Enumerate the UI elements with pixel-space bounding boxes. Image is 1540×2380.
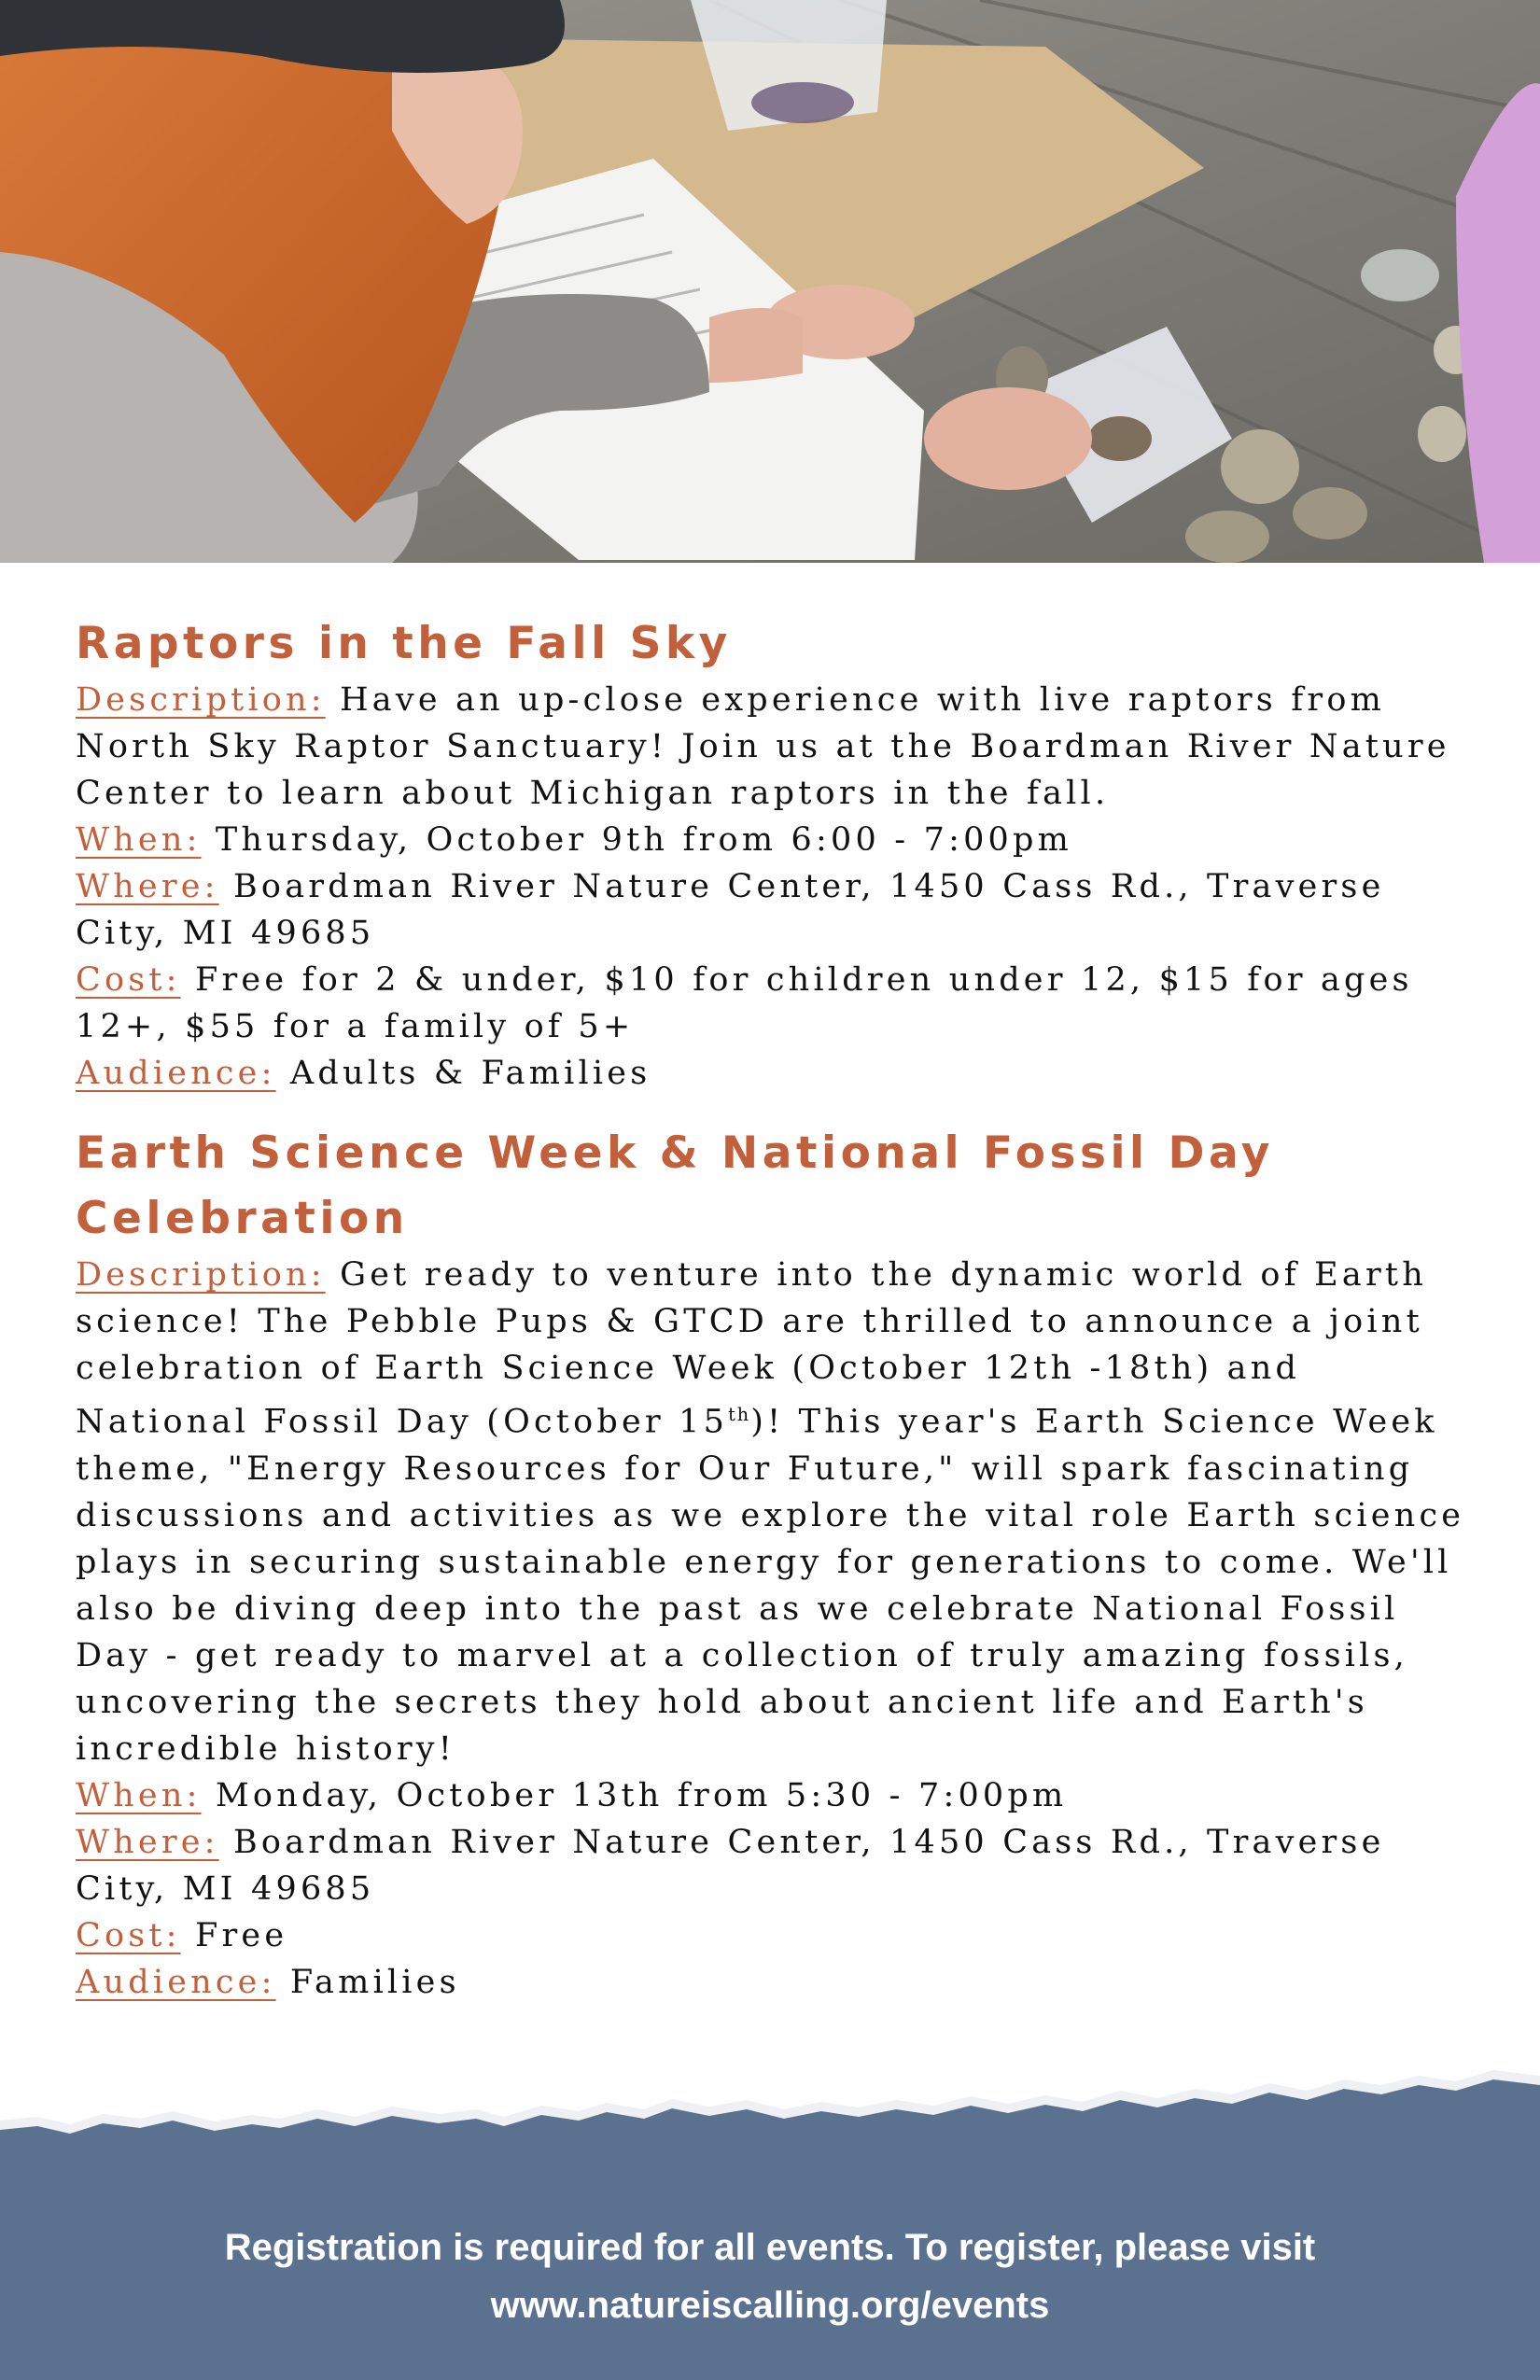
- cost-text: Free: [195, 1916, 288, 1954]
- hero-photo-illustration: [0, 0, 1540, 563]
- where-text: Boardman River Nature Center, 1450 Cass Rd., Traverse City, MI 49685: [76, 1823, 1385, 1908]
- event-where: [76, 1819, 1476, 1912]
- when-label: When:: [76, 1776, 202, 1814]
- audience-text: Adults & Families: [289, 1055, 651, 1092]
- hero-photo: [0, 0, 1540, 563]
- where-label: Where:: [76, 868, 219, 905]
- cost-label: Cost:: [76, 1916, 181, 1954]
- event-raptors: [76, 611, 1476, 1097]
- event-description: [76, 1252, 1476, 1772]
- event-title: Earth Science Week & National Fossil Day Celebration: [76, 1127, 1274, 1244]
- registration-footer: [0, 2063, 1540, 2380]
- event-when: [76, 817, 1476, 863]
- audience-text: Families: [289, 1963, 460, 2001]
- description-text-part2: )! This year's Earth Science Week theme, "Energy Resources for Our Future," will spark fascinating discussions and activities as we explore the vital role Earth science plays in securing sustainable energy for generations to come. We'll also be diving deep into the past as we celebrate National Fossil Day - get ready to marvel at a collection of truly amazing fossils, uncovering the secrets they hold about ancient life and Earth's incredible history!: [76, 1403, 1465, 1768]
- audience-label: Audience:: [76, 1963, 276, 2001]
- event-when: [76, 1772, 1476, 1819]
- where-text: Boardman River Nature Center, 1450 Cass Rd., Traverse City, MI 49685: [76, 868, 1385, 952]
- description-text-part1: Get ready to venture into the dynamic world of Earth science! The Pebble Pups & GTCD are thrilled to announce a joint celebration of Earth Science Week (October 12th -18th) and National Fossil Day (October 15: [76, 1256, 1427, 1441]
- event-details: [76, 677, 1476, 1097]
- event-earth-science: [76, 1121, 1476, 2006]
- registration-line: Registration is required for all events. To register, please visit: [224, 2227, 1316, 2268]
- event-audience: [76, 1959, 1476, 2006]
- registration-note: [0, 2219, 1540, 2334]
- event-cost: [76, 957, 1476, 1050]
- when-label: When:: [76, 821, 202, 859]
- event-description: [76, 677, 1476, 817]
- when-text: Monday, October 13th from 5:30 - 7:00pm: [215, 1776, 1068, 1814]
- event-audience: [76, 1050, 1476, 1097]
- when-text: Thursday, October 9th from 6:00 - 7:00pm: [215, 821, 1072, 859]
- description-label: Description:: [76, 1256, 326, 1294]
- description-label: Description:: [76, 681, 326, 719]
- description-superscript: th: [728, 1404, 751, 1425]
- description-text: Have an up-close experience with live raptors from North Sky Raptor Sanctuary! Join us at the Boardman River Nature Center to learn about Michigan raptors in the fall.: [76, 681, 1450, 812]
- event-details: [76, 1252, 1476, 2006]
- audience-label: Audience:: [76, 1055, 276, 1092]
- event-where: [76, 863, 1476, 957]
- cost-label: Cost:: [76, 961, 181, 999]
- registration-url: www.natureiscalling.org/events: [490, 2285, 1050, 2326]
- event-cost: [76, 1912, 1476, 1959]
- events-list: [76, 611, 1476, 2006]
- cost-text: Free for 2 & under, $10 for children under 12, $15 for ages 12+, $55 for a family of 5+: [76, 961, 1413, 1045]
- event-title: Raptors in the Fall Sky: [76, 618, 732, 669]
- where-label: Where:: [76, 1823, 219, 1861]
